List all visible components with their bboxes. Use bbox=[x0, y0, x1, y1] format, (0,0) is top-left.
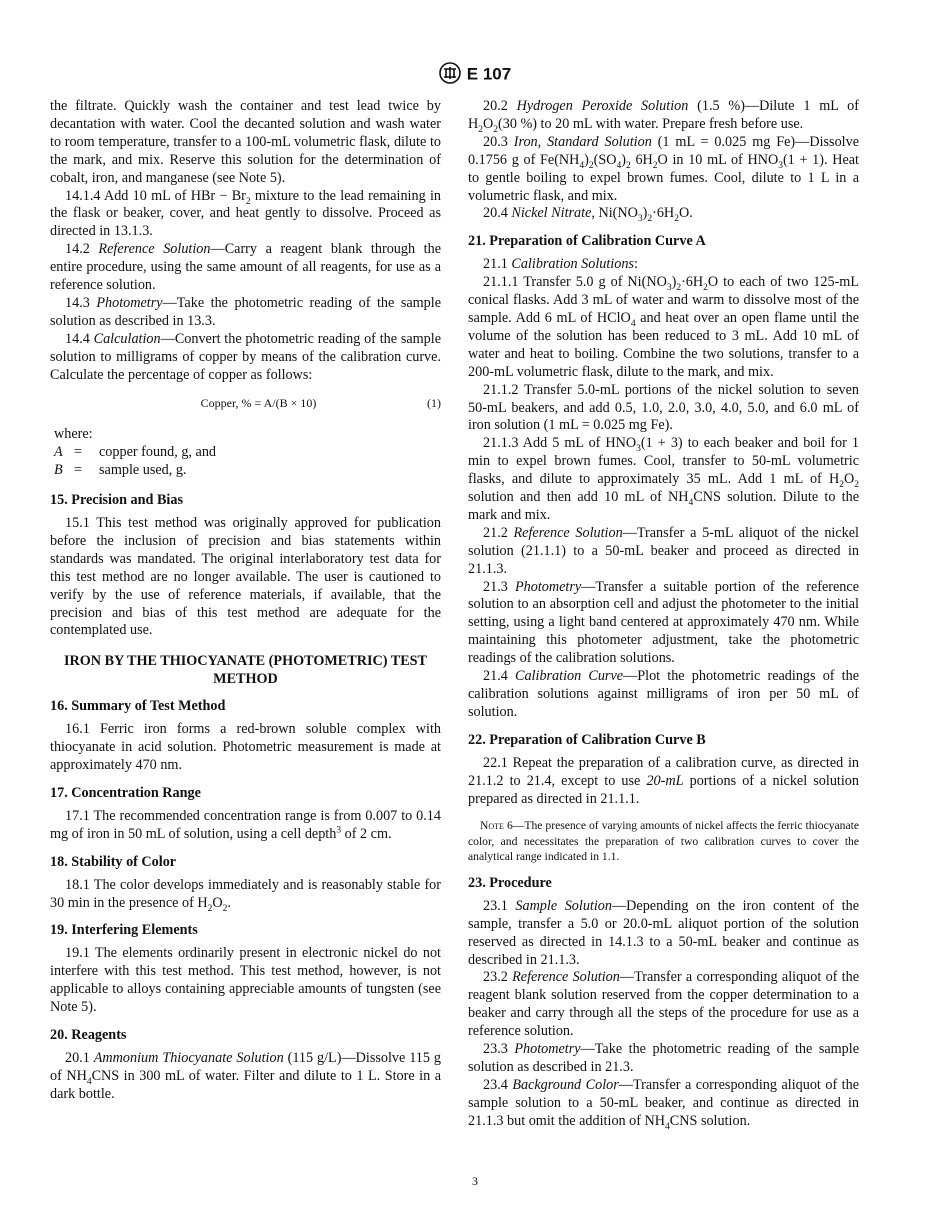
section-heading-17: 17. Concentration Range bbox=[50, 785, 201, 801]
paragraph-14-1-4: 14.1.4 Add 10 mL of HBr − $Br_2$ mixture to the lead remaining in the flask or beaker, cover, and heat gently to dissolve. Proceed as directed in 13.1.3. bbox=[50, 187, 442, 240]
paragraph-20-1: 20.1 Ammonium Thiocyanate Solution (115 g/L)—Dissolve 115 g of $NH_4CNS$ in 300 mL of water. Filter and dilute to 1 L. Store in a dark bottle. bbox=[50, 1049, 441, 1102]
paragraph-22-1: 22.1 Repeat the preparation of a calibration curve, as directed in 21.1.2 to 21.4, except to use 20-mL portions of a nickel solution prepared as directed in 21.1.1. bbox=[468, 754, 859, 807]
paragraph-14-2: 14.2 Reference Solution—Carry a reagent blank through the entire procedure, using the same amount of all reagents, for use as a reference solution. bbox=[50, 241, 441, 294]
section-heading-18: 18. Stability of Color bbox=[50, 853, 177, 870]
paragraph-23-4: 23.4 Background Color—Transfer a corresponding aliquot of the sample solution to a 50-mL beaker, and continue as directed in 21.1.3 but omit the addition of $NH_4CNS$ solution. bbox=[468, 1076, 859, 1132]
page-header bbox=[0, 62, 950, 88]
paragraph-18-1: 18.1 The color develops immediately and is reasonably stable for 30 min in the presence of $H_2O_2$. bbox=[50, 876, 441, 914]
paragraph-23-1: 23.1 Sample Solution—Depending on the iron content of the sample, transfer a 5.0 or 20.0-mL aliquot portion of the solution reserved as directed in 14.1.3 to a 50-mL beaker and continue as described in 21.1.3. bbox=[468, 897, 859, 968]
paragraph-15-1: 15.1 This test method was originally approved for publication before the inclusion of precision and bias statements within standards was mandated. The original interlaboratory test data for this test method are no longer available. The user is cautioned to verify by the use of reference materials, if available, that the precision and bias of this test method are adequate for the contemplated use. bbox=[50, 515, 441, 639]
definition-row: A = copper found, g, and bbox=[54, 444, 217, 461]
paragraph-23-3: 23.3 Photometry—Take the photometric reading of the sample solution as described in 21.3. bbox=[468, 1041, 859, 1075]
section-heading-22: 22. Preparation of Calibration Curve B bbox=[468, 731, 706, 748]
paragraph-16-1: 16.1 Ferric iron forms a red-brown soluble complex with thiocyanate in acid solution. Photometric measurement is made at approximately 470 nm. bbox=[50, 721, 441, 774]
right-column bbox=[468, 98, 859, 1131]
designation: E 107 bbox=[466, 64, 512, 84]
paragraph-21-3: 21.3 Photometry—Transfer a suitable portion of the reference solution to an absorption cell and adjust the photometer to the initial setting, using a light band centered at approximately 470 nm. While maintaining this photometer adjustment, take the photometric readings of the calibration solutions. bbox=[468, 578, 859, 667]
definition-row: B = sample used, g. bbox=[54, 462, 187, 479]
note-6: Note 6—The presence of varying amounts of nickel affects the ferric thiocyanate color, and necessitates the preparation of two calibration curves to cover the analytical range indicated in 1.1. bbox=[468, 819, 859, 864]
paragraph-21-1: 21.1 Calibration Solutions: bbox=[483, 256, 638, 273]
paragraph-21-1-2: 21.1.2 Transfer 5.0-mL portions of the nickel solution to seven 50-mL beakers, and add 0.5, 1.0, 2.0, 3.0, 4.0, 5.0, and 6.0 mL of iron solution (1 mL = 0.025 mg Fe). bbox=[468, 381, 859, 434]
paragraph-21-1-1: 21.1.1 Transfer 5.0 g of $Ni(NO_3)_2\cdot 6H_2O$ to each of two 125-mL conical flasks. Add 3 mL of water and warm to dissolve most of the sample. Add 6 mL of HClO$_4$ and heat over an open flame until the volume of the solution has been reduced to 3 mL. Add 10 mL of water and heat to boiling. Combine the two solutions, transfer to a 200-mL volumetric flask, dilute to the mark, and mix. bbox=[468, 274, 860, 380]
paragraph-17-1: 17.1 The recommended concentration range is from 0.007 to 0.14 mg of iron in 50 mL of solution, using a cell depth$^3$ of 2 cm. bbox=[50, 807, 441, 842]
page-number: 3 bbox=[472, 1174, 478, 1188]
paragraph-20-4: 20.4 Nickel Nitrate, $Ni(NO_3)_2\cdot 6H_2O$. bbox=[483, 205, 693, 225]
paragraph-20-3: 20.3 Iron, Standard Solution (1 mL = 0.025 mg Fe)—Dissolve 0.1756 g of $Fe(NH_4)_2(SO_4)_2$ $6H_2O$ in 10 mL of $HNO_3(1 + 1)$. Heat to gentle boiling to expel brown fumes. Cool, dilute to 1 L in a volumetric flask, and mix. bbox=[468, 133, 860, 204]
definitions bbox=[54, 444, 441, 480]
paragraph-23-2: 23.2 Reference Solution—Transfer a corresponding aliquot of the reagent blank solution reserved from the copper determination to a beaker and carry through all the steps of the procedure for use as a reference solution. bbox=[468, 969, 859, 1040]
left-column bbox=[50, 98, 441, 1104]
astm-logo-icon bbox=[439, 62, 461, 88]
method-heading: IRON BY THE THIOCYANATE (PHOTOMETRIC) TEST METHOD bbox=[63, 653, 428, 688]
equation-text: Copper, % = A/(B × 10) bbox=[200, 395, 317, 410]
section-heading-21: 21. Preparation of Calibration Curve A bbox=[468, 233, 706, 250]
paragraph-21-1-3: 21.1.3 Add 5 mL of $HNO_3(1 + 3)$ to each beaker and boil for 1 min to expel brown fumes. Cool, transfer to 50-mL volumetric flasks, and dilute to approximately 35 mL. Add 1 mL of $H_2O_2$ solution and then add 10 mL of $NH_4CNS$ solution. Dilute to the mark and mix. bbox=[468, 435, 859, 523]
paragraph-20-2: 20.2 Hydrogen Peroxide Solution (1.5 %)—Dilute 1 mL of $H_2O_2(30$ %) to 20 mL with water. Prepare fresh before use. bbox=[468, 98, 859, 135]
section-heading-15: 15. Precision and Bias bbox=[50, 492, 183, 509]
equation-1 bbox=[50, 395, 441, 413]
paragraph-21-2: 21.2 Reference Solution—Transfer a 5-mL aliquot of the nickel solution (21.1.1) to a 50-mL beaker and proceed as directed in 21.1.3. bbox=[468, 524, 859, 577]
paragraph-14-4: 14.4 Calculation—Convert the photometric reading of the sample solution to milligrams of copper by means of the calibration curve. Calculate the percentage of copper as follows: bbox=[50, 330, 442, 383]
section-heading-19: 19. Interfering Elements bbox=[50, 922, 198, 939]
section-heading-23: 23. Procedure bbox=[468, 874, 552, 891]
where-label: where: bbox=[54, 426, 93, 443]
paragraph-14-3: 14.3 Photometry—Take the photometric reading of the sample solution as described in 13.3. bbox=[50, 294, 441, 329]
paragraph-19-1: 19.1 The elements ordinarily present in electronic nickel do not interfere with this test method. This test method, however, is not applicable to alloys containing appreciable amounts of tungsten (see Note 5). bbox=[50, 945, 441, 1016]
section-heading-16: 16. Summary of Test Method bbox=[50, 698, 226, 715]
paragraph-21-4: 21.4 Calibration Curve—Plot the photometric readings of the calibration solutions against milligrams of iron per 50 mL of solution. bbox=[468, 668, 860, 720]
equation-number: (1) bbox=[427, 395, 441, 410]
paragraph: the filtrate. Quickly wash the container and test lead twice by decantation with water. Cool the decanted solution and wash water to room temperature, transfer to a 100-mL volumetric flask, dilute to the mark, and mix. Reserve this solution for the determination of cobalt, iron, and manganese (see Note 5). bbox=[50, 98, 441, 186]
section-heading-20: 20. Reagents bbox=[50, 1026, 127, 1043]
